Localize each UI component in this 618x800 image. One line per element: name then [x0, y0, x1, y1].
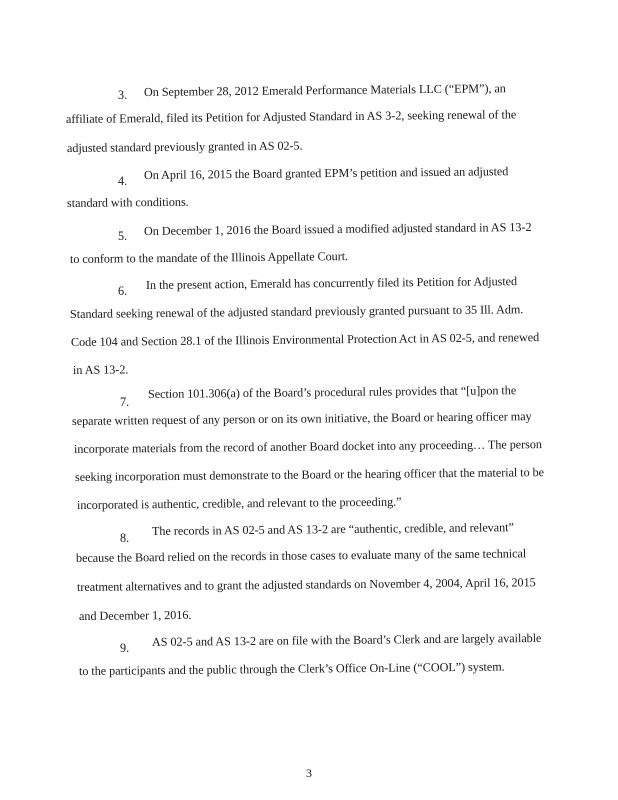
paragraph-8-line-2: because the Board relied on the records in those cases to evaluate many of the same technical	[75, 546, 527, 565]
paragraph-5-number: 5.	[118, 229, 128, 243]
paragraph-3-line-1: On September 28, 2012 Emerald Performance Materials LLC (“EPM”), an	[143, 81, 506, 99]
paragraph-9-number: 9.	[120, 641, 130, 655]
paragraph-7-line-3: incorporate materials from the record of another Board docket into any proceeding… The person	[73, 437, 542, 456]
page-number: 3	[306, 766, 312, 780]
paragraph-6-line-2: Standard seeking renewal of the adjusted standard previously granted pursuant to 35 Ill. Adm.	[69, 302, 524, 321]
paragraph-9-line-1: AS 02-5 and AS 13-2 are on file with the Board’s Clerk and are largely available	[151, 630, 542, 649]
paragraph-8-line-4: and December 1, 2016.	[78, 607, 192, 623]
paragraph-6-line-3: Code 104 and Section 28.1 of the Illinois Environmental Protection Act in AS 02-5, and renewed	[70, 330, 540, 349]
paragraph-6-line-1: In the present action, Emerald has concurrently filed its Petition for Adjusted	[145, 274, 518, 292]
paragraph-5-line-1: On December 1, 2016 the Board issued a modified adjusted standard in AS 13-2	[143, 219, 532, 238]
paragraph-8-line-3: treatment alternatives and to grant the adjusted standards on November 4, 2004, April 16, 2015	[76, 575, 536, 594]
paragraph-3-number: 3.	[118, 88, 128, 102]
paragraph-7-line-2: separate written request of any person or on its own initiative, the Board or hearing officer may	[71, 409, 532, 428]
paragraph-6-line-4: in AS 13-2.	[72, 362, 129, 377]
paragraph-7-number: 7.	[120, 395, 130, 409]
paragraph-9-line-2: to the participants and the public through the Clerk’s Office On-Line (“COOL”) system.	[78, 659, 505, 678]
paragraph-8-line-1: The records in AS 02-5 and AS 13-2 are “authentic, credible, and relevant”	[151, 520, 514, 538]
paragraph-6-number: 6.	[118, 284, 128, 298]
paragraph-3-line-3: adjusted standard previously granted in AS 02-5.	[66, 138, 303, 155]
paragraph-7-line-5: incorporated is authentic, credible, and relevant to the proceeding.”	[76, 494, 402, 512]
paragraph-7-line-1: Section 101.306(a) of the Board’s procedural rules provides that “[u]pon the	[147, 383, 517, 401]
paragraph-7-line-4: seeking incorporation must demonstrate to the Board or the hearing officer that the material to be	[74, 465, 545, 484]
paragraph-4-line-1: On April 16, 2015 the Board granted EPM’s petition and issued an adjusted	[143, 164, 509, 182]
paragraph-4-line-2: standard with conditions.	[66, 194, 189, 210]
paragraph-8-number: 8.	[120, 531, 130, 545]
paragraph-3-line-2: affiliate of Emerald, filed its Petition for Adjusted Standard in AS 3-2, seeking renewal of the	[65, 107, 517, 126]
paragraph-5-line-2: to conform to the mandate of the Illinois Appellate Court.	[69, 249, 349, 266]
paragraph-4-number: 4.	[118, 174, 128, 188]
